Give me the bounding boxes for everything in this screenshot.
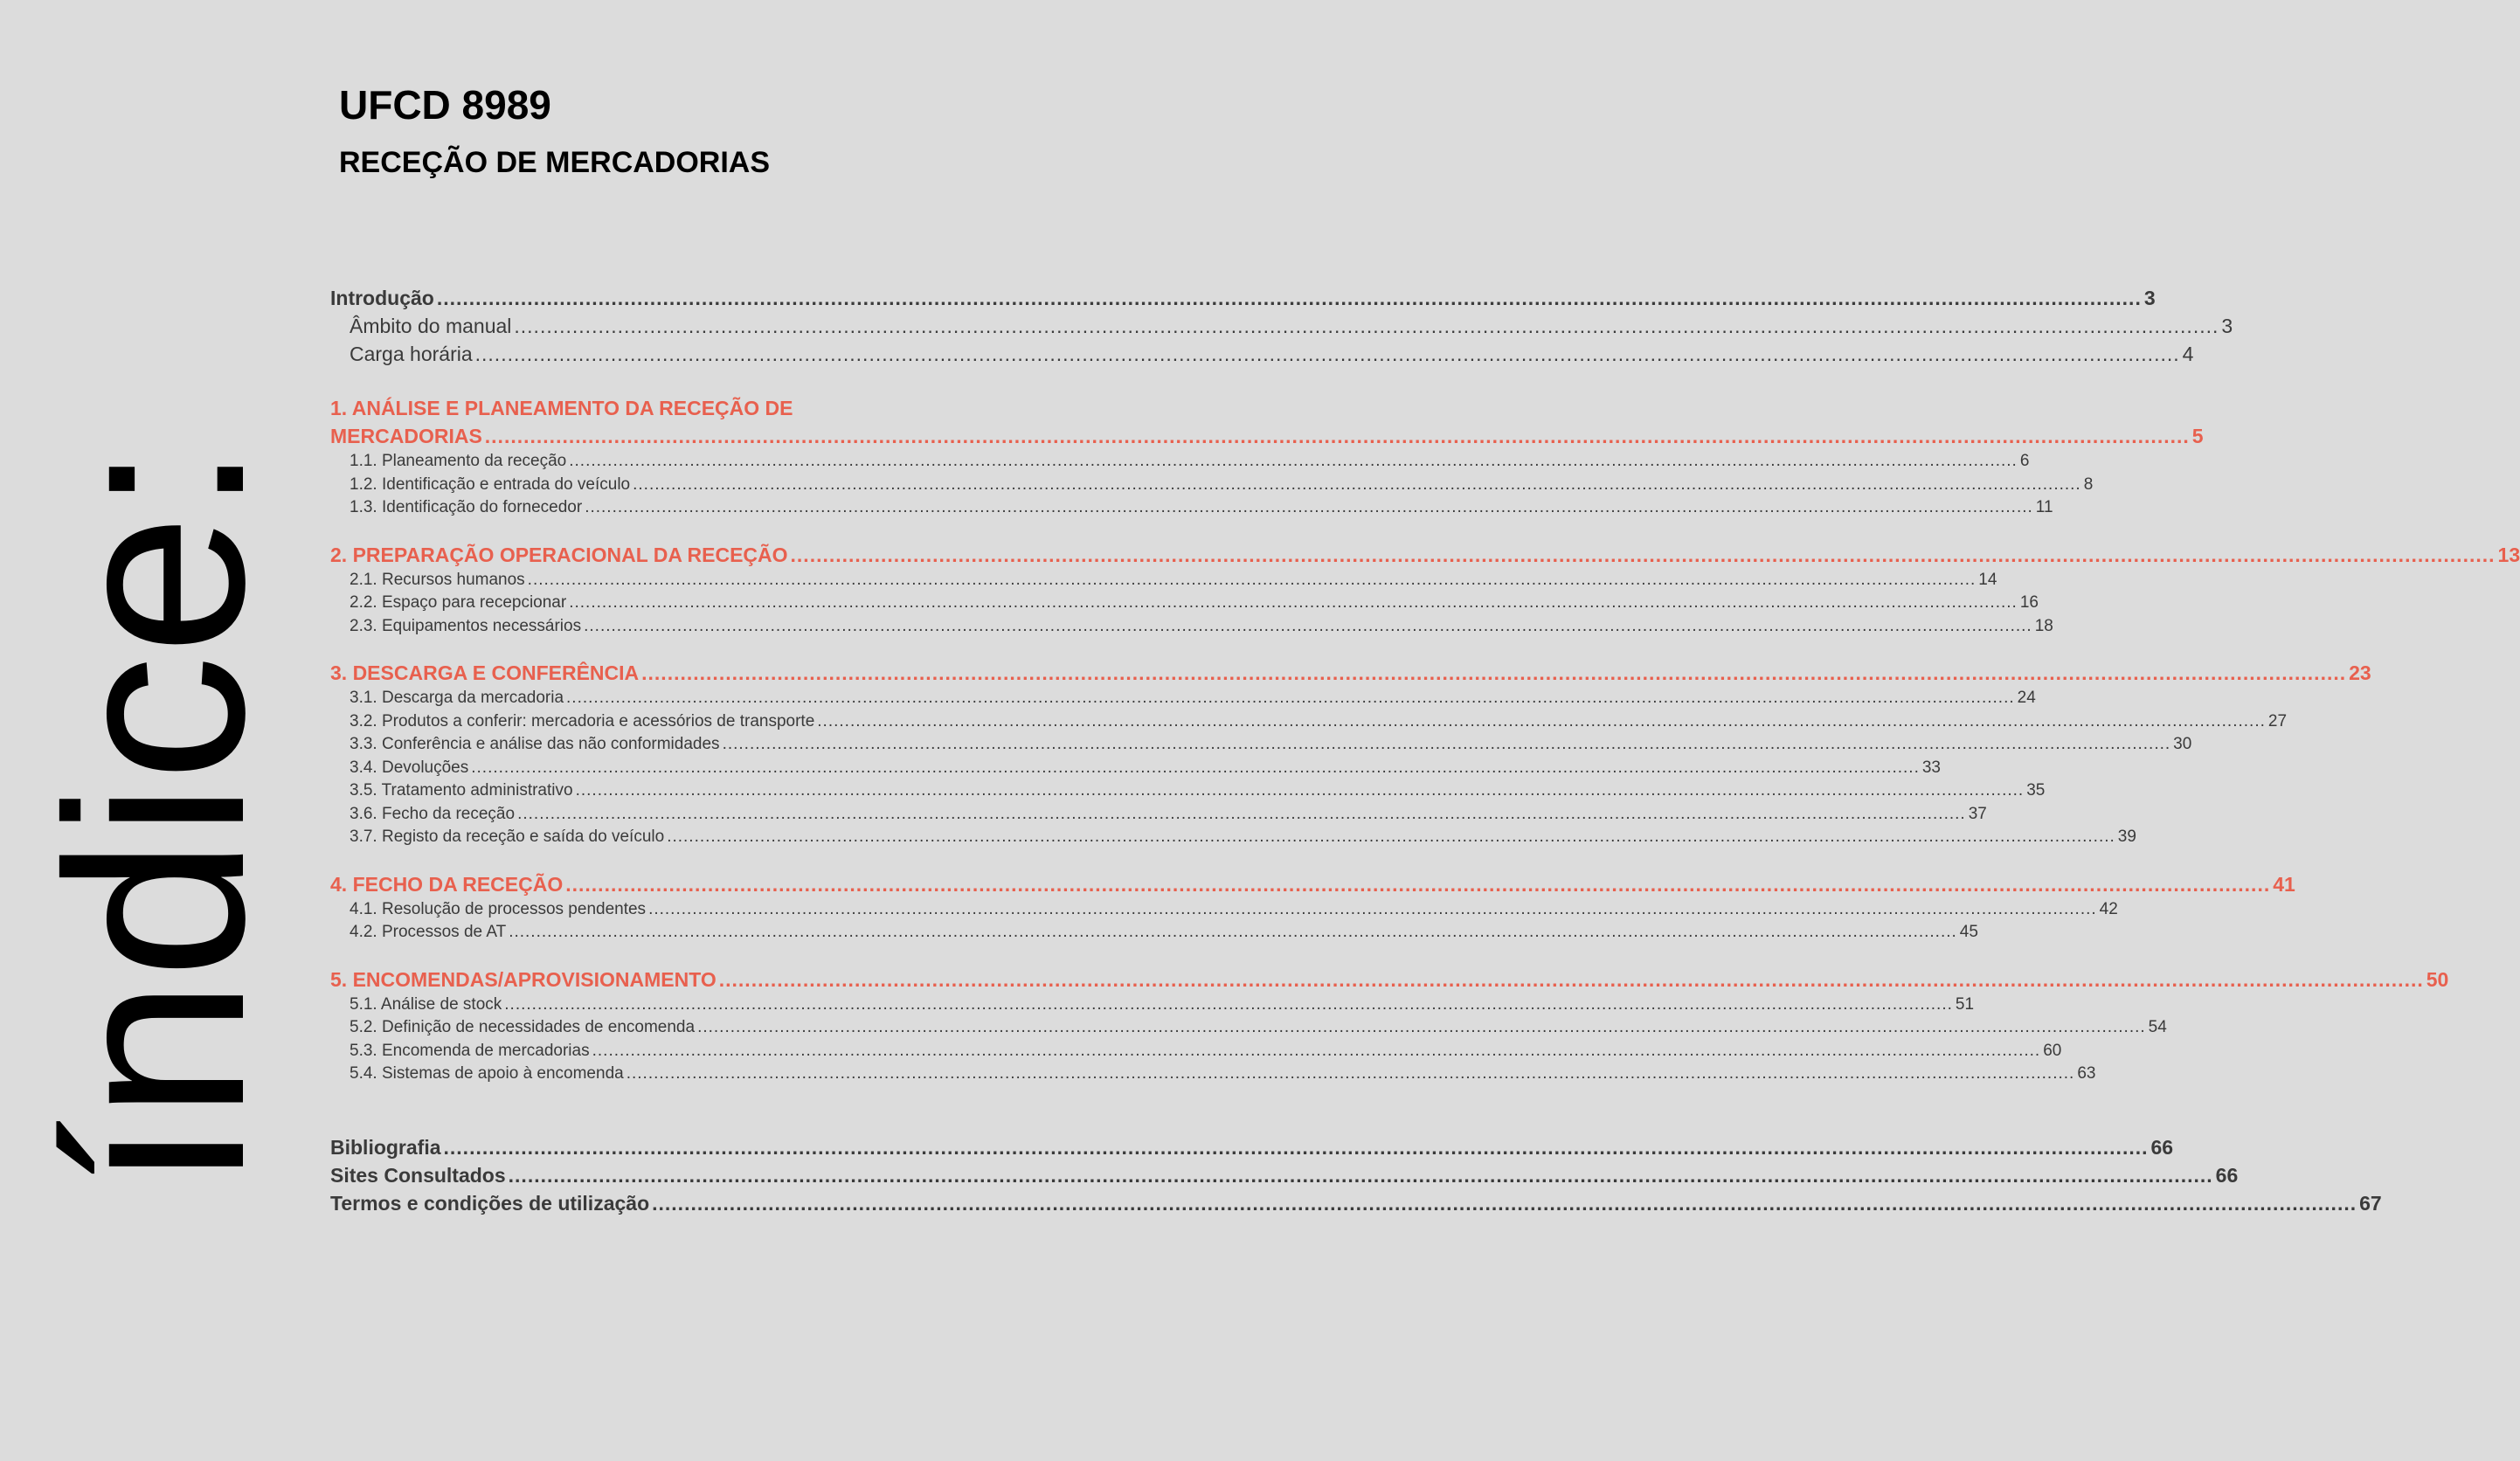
- toc-leader: [633, 474, 2081, 497]
- toc-entry[interactable]: [330, 710, 2288, 734]
- toc-entry-label: 3.1. Descarga da mercadoria: [350, 689, 564, 707]
- toc-leader: [592, 1040, 2041, 1063]
- toc-entry[interactable]: [330, 496, 2053, 520]
- toc-entry[interactable]: [330, 1016, 2167, 1040]
- toc-entry-page: 60: [2043, 1041, 2062, 1060]
- toc-entry-sites-consultados[interactable]: [330, 1161, 2239, 1189]
- toc-entry-label: 2.1. Recursos humanos: [350, 570, 525, 589]
- toc-entry-page: 11: [2035, 498, 2053, 516]
- toc-entry[interactable]: [330, 592, 2039, 615]
- toc-entry-label: 3.7. Registo da receção e saída do veículo: [350, 827, 665, 846]
- toc-entry-page: 13: [2497, 543, 2520, 566]
- toc-entry-page: 41: [2273, 872, 2295, 896]
- toc-entry-page: 23: [2349, 661, 2371, 684]
- course-title: RECEÇÃO DE MERCADORIAS: [339, 146, 771, 179]
- toc-entry-label: 2.3. Equipamentos necessários: [350, 616, 582, 635]
- toc-leader: [648, 898, 2097, 922]
- toc-leader: [576, 779, 2025, 803]
- toc-leader: [565, 870, 2270, 898]
- toc-entry-page: 51: [1955, 994, 1975, 1014]
- toc-entry-label: 4.1. Resolução de processos pendentes: [350, 899, 647, 918]
- toc-leader: [471, 757, 1920, 780]
- side-title: [14, 443, 297, 1191]
- toc-entry[interactable]: [330, 450, 2030, 474]
- toc-entry-page: 6: [2019, 452, 2030, 470]
- toc-entry-page: 3: [2143, 287, 2156, 309]
- toc-leader: [627, 1063, 2075, 1086]
- toc-entry[interactable]: [330, 994, 1975, 1017]
- toc-entry-page: 66: [2150, 1135, 2174, 1159]
- toc-entry-page: 18: [2034, 616, 2053, 635]
- toc-entry-label: 1.3. Identificação do fornecedor: [350, 498, 583, 516]
- toc-entry-page: 5: [2191, 425, 2204, 447]
- toc-chapter-5[interactable]: [330, 966, 2449, 994]
- toc-chapter-1[interactable]: [330, 422, 2204, 450]
- toc-entry-label: 4. FECHO DA RECEÇÃO: [330, 872, 564, 896]
- toc-entry-label: Termos e condições de utilização: [330, 1191, 650, 1215]
- toc-entry-page: 45: [1959, 923, 1978, 941]
- toc-entry[interactable]: [330, 474, 2094, 497]
- toc-entry[interactable]: [330, 1040, 2062, 1063]
- toc-leader: [723, 733, 2171, 757]
- toc-entry[interactable]: [330, 826, 2136, 849]
- toc-leader: [569, 592, 2018, 615]
- toc-leader: [641, 659, 2346, 687]
- toc-entry-label: 3.3. Conferência e análise das não conformidades: [350, 735, 720, 753]
- toc-entry[interactable]: [330, 687, 2036, 710]
- toc-entry-page: 30: [2173, 735, 2192, 753]
- toc-entry[interactable]: [330, 803, 1987, 827]
- toc-entry-page: 42: [2099, 899, 2118, 918]
- toc-entry-label: 4.2. Processos de AT: [350, 923, 507, 941]
- toc-leader: [817, 710, 2266, 734]
- toc-leader: [584, 615, 2032, 639]
- toc-entry-label: 5.1. Análise de stock: [350, 994, 502, 1014]
- toc-entry[interactable]: [330, 898, 2118, 922]
- toc-entry-page: 8: [2083, 474, 2094, 494]
- toc-leader: [509, 1161, 2213, 1189]
- toc-entry-termos[interactable]: [330, 1189, 2382, 1217]
- toc-entry[interactable]: [330, 340, 2194, 368]
- toc-entry[interactable]: [330, 733, 2192, 757]
- toc-entry-page: 35: [2026, 781, 2046, 800]
- toc-chapter-4[interactable]: [330, 870, 2295, 898]
- toc-entry[interactable]: [330, 757, 1941, 780]
- side-title-text: índice:: [14, 443, 297, 1191]
- toc-entry-label: 5.3. Encomenda de mercadorias: [350, 1041, 590, 1060]
- toc-leader: [475, 340, 2180, 368]
- toc-entry-label: Carga horária: [350, 343, 473, 365]
- toc-entry-label: 5.2. Definição de necessidades de encomenda: [350, 1018, 696, 1036]
- toc-leader: [504, 994, 1953, 1017]
- toc-leader: [444, 1133, 2149, 1161]
- course-code: UFCD 8989: [339, 82, 551, 128]
- toc-entry-label: MERCADORIAS: [330, 425, 482, 447]
- toc-entry-page: 37: [1968, 804, 1987, 823]
- toc-entry-page: 54: [2148, 1018, 2167, 1036]
- toc-entry-label: 2.2. Espaço para recepcionar: [350, 593, 567, 612]
- toc-entry-label: Bibliografia: [330, 1135, 441, 1159]
- toc-entry-page: 24: [2017, 689, 2036, 707]
- toc-entry-label: Âmbito do manual: [350, 315, 512, 337]
- toc-entry-page: 4: [2182, 343, 2194, 365]
- toc-entry[interactable]: [330, 779, 2046, 803]
- toc-entry-label: 3. DESCARGA E CONFERÊNCIA: [330, 661, 640, 684]
- toc-entry[interactable]: [330, 569, 1997, 592]
- toc-entry-introducao[interactable]: [330, 284, 2156, 312]
- toc-entry-page: 67: [2359, 1191, 2382, 1215]
- toc-entry-bibliografia[interactable]: [330, 1133, 2174, 1161]
- toc-entry-page: 50: [2426, 967, 2449, 991]
- toc-entry-label: 1.1. Planeamento da receção: [350, 452, 567, 470]
- toc-entry-page: 33: [1921, 758, 1941, 777]
- toc-entry-page: 39: [2117, 827, 2136, 846]
- toc-entry-label: Introdução: [330, 287, 434, 309]
- toc-entry-page: 14: [1978, 570, 1997, 589]
- toc-leader: [791, 541, 2496, 569]
- toc-entry-label: 1.2. Identificação e entrada do veículo: [350, 474, 631, 494]
- toc-entry[interactable]: [330, 312, 2233, 340]
- toc-leader: [514, 312, 2219, 340]
- toc-entry-label: 3.6. Fecho da receção: [350, 804, 516, 823]
- toc-entry-label: 5.4. Sistemas de apoio à encomenda: [350, 1064, 624, 1083]
- toc-chapter-2[interactable]: [330, 541, 2520, 569]
- toc-entry-label: 5. ENCOMENDAS/APROVISIONAMENTO: [330, 967, 717, 991]
- toc-leader: [667, 826, 2115, 849]
- toc-leader: [585, 496, 2033, 520]
- toc-leader: [485, 422, 2190, 450]
- toc-chapter-3[interactable]: [330, 659, 2371, 687]
- toc-leader: [437, 284, 2142, 312]
- toc-chapter-1-line1[interactable]: 1. ANÁLISE E PLANEAMENTO DA RECEÇÃO DE: [330, 397, 793, 419]
- toc-entry-page: 27: [2267, 711, 2288, 730]
- toc-entry-label: 3.2. Produtos a conferir: mercadoria e acessórios de transporte: [350, 711, 815, 730]
- toc-entry-page: 16: [2019, 593, 2039, 612]
- toc-leader: [566, 687, 2015, 710]
- toc-entry-label: Sites Consultados: [330, 1163, 506, 1187]
- toc-entry-label: 3.4. Devoluções: [350, 758, 469, 777]
- toc-leader: [719, 966, 2424, 994]
- toc-leader: [652, 1189, 2357, 1217]
- document-header: [339, 80, 770, 182]
- toc-entry[interactable]: [330, 1063, 2096, 1086]
- toc-entry-label: 2. PREPARAÇÃO OPERACIONAL DA RECEÇÃO: [330, 543, 788, 566]
- toc-leader: [517, 803, 1966, 827]
- table-of-contents: [330, 284, 2520, 1217]
- toc-leader: [528, 569, 1977, 592]
- toc-entry-page: 3: [2221, 315, 2233, 337]
- toc-entry[interactable]: [330, 921, 1978, 945]
- toc-entry[interactable]: [330, 615, 2053, 639]
- toc-leader: [509, 921, 1957, 945]
- toc-leader: [569, 450, 2018, 474]
- toc-leader: [697, 1016, 2146, 1040]
- toc-entry-page: 63: [2077, 1064, 2096, 1083]
- toc-entry-label: 3.5. Tratamento administrativo: [350, 781, 573, 800]
- toc-entry-page: 66: [2215, 1163, 2239, 1187]
